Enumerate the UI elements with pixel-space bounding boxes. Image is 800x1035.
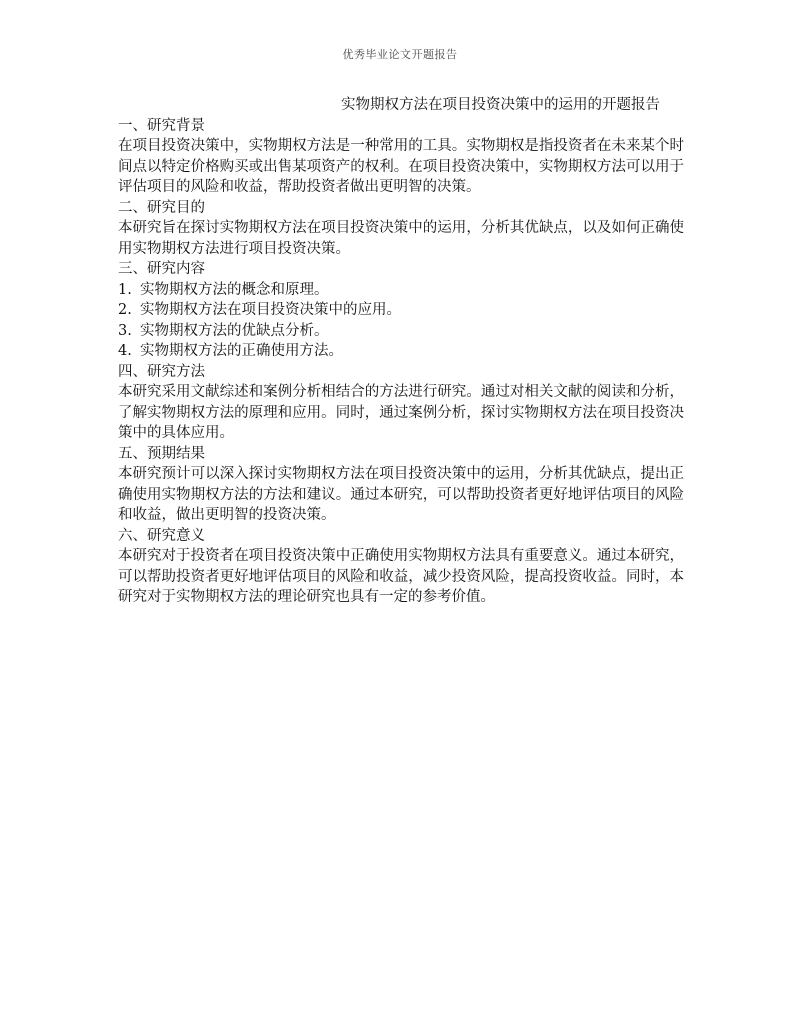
section-heading-content: 三、研究内容 xyxy=(118,261,205,277)
section-text-background: 在项目投资决策中，实物期权方法是一种常用的工具。实物期权是指投资者在未来某个时间点以特定价格购买或出售某项资产的权利。在项目投资决策中，实物期权方法可以用于评估项目的风险和收益，帮助投资者做出更明智的决策。 xyxy=(118,138,684,195)
list-item-number: 2. xyxy=(118,302,132,318)
list-item xyxy=(118,341,684,362)
list-item xyxy=(118,300,684,321)
list-item-text: 实物期权方法的正确使用方法。 xyxy=(140,343,343,359)
list-item-text: 实物期权方法的优缺点分析。 xyxy=(140,322,329,339)
list-item-number: 3. xyxy=(118,322,132,339)
section-heading-purpose: 二、研究目的 xyxy=(118,199,205,216)
section-text-significance: 本研究对于投资者在项目投资决策中正确使用实物期权方法具有重要意义。通过本研究，可以帮助投资者更好地评估项目的风险和收益，减少投资风险，提高投资收益。同时，本研究对于实物期权方法的理论研究也具有一定的参考价值。 xyxy=(118,548,684,605)
research-content-list xyxy=(118,280,684,362)
document-title: 实物期权方法在项目投资决策中的运用的开题报告 xyxy=(341,97,660,113)
section-text-method: 本研究采用文献综述和案例分析相结合的方法进行研究。通过对相关文献的阅读和分析，了解实物期权方法的原理和应用。同时，通过案例分析，探讨实物期权方法在项目投资决策中的具体应用。 xyxy=(118,384,684,441)
section-heading-method: 四、研究方法 xyxy=(118,363,205,380)
document-body xyxy=(118,95,684,608)
section-text-expected: 本研究预计可以深入探讨实物期权方法在项目投资决策中的运用，分析其优缺点，提出正确使用实物期权方法的方法和建议。通过本研究，可以帮助投资者更好地评估项目的风险和收益，做出更明智的投资决策。 xyxy=(118,466,684,523)
list-item-text: 实物期权方法在项目投资决策中的应用。 xyxy=(140,302,401,318)
section-heading-expected: 五、预期结果 xyxy=(118,445,205,462)
list-item xyxy=(118,280,684,301)
section-text-purpose: 本研究旨在探讨实物期权方法在项目投资决策中的运用，分析其优缺点，以及如何正确使用实物期权方法进行项目投资决策。 xyxy=(118,220,684,257)
list-item xyxy=(118,321,684,342)
section-heading-significance: 六、研究意义 xyxy=(118,527,205,544)
section-heading-background: 一、研究背景 xyxy=(118,117,205,134)
list-item-text: 实物期权方法的概念和原理。 xyxy=(140,281,329,298)
list-item-number: 1. xyxy=(118,281,132,298)
running-header: 优秀毕业论文开题报告 xyxy=(342,48,458,61)
list-item-number: 4. xyxy=(118,343,132,359)
